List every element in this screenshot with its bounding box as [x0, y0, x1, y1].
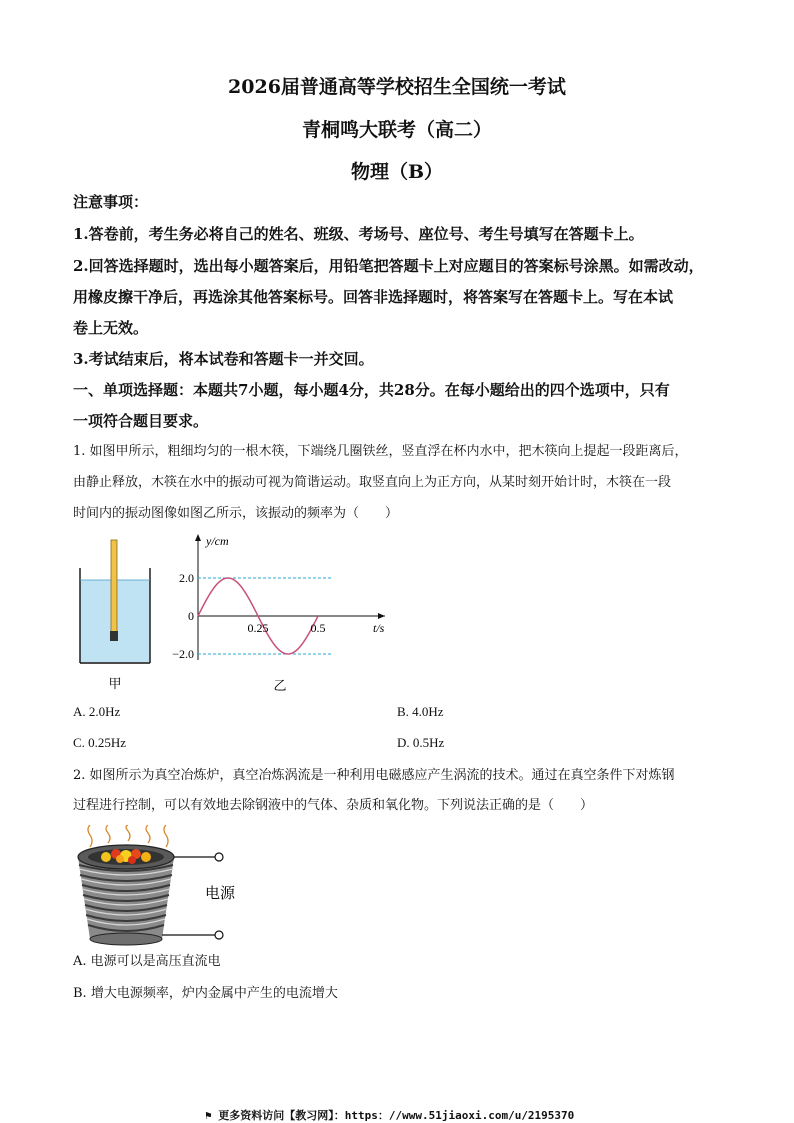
q1-option-b[interactable]: B. 4.0Hz	[397, 704, 444, 719]
figure-jia	[70, 535, 160, 695]
notice-item-3: 3.考试结束后，将本试卷和答题卡一并交回。	[73, 350, 374, 368]
y-axis-arrow	[195, 534, 201, 541]
chopstick	[111, 540, 117, 640]
section-heading-line2: 一项符合题目要求。	[73, 412, 209, 430]
y-tick-label: −2.0	[172, 647, 194, 661]
iron-wire	[110, 631, 118, 641]
footer-text: 更多资料访问【教习网】：https：//www.51jiaoxi.com/u/2195370	[218, 1109, 575, 1122]
fig-jia-label: 甲	[108, 676, 122, 691]
notice-item-2-line1: 2.回答选择题时，选出每小题答案后，用铅笔把答题卡上对应题目的答案标号涂黑。如需改动，	[73, 257, 704, 275]
furnace-figure	[70, 825, 270, 950]
q1-option-a[interactable]: A. 2.0Hz	[73, 704, 121, 719]
y-axis-label: y/cm	[206, 534, 229, 548]
q1-option-d[interactable]: D. 0.5Hz	[397, 735, 445, 750]
q1-option-c[interactable]: C. 0.25Hz	[73, 735, 127, 750]
exam-subtitle: 青桐鸣大联考（高二）	[301, 119, 492, 141]
x-axis-label: t/s	[373, 621, 385, 635]
q2-stem-line1: 2. 如图所示为真空冶炼炉，真空冶炼涡流是一种利用电磁感应产生涡流的技术。通过在真空条件下对炼钢	[73, 768, 675, 783]
x-tick-label: 0.5	[310, 621, 326, 635]
q1-stem-line1: 1. 如图甲所示，粗细均匀的一根木筷，下端绕几圈铁丝，竖直浮在杯内水中，把木筷向上提起一段距离后，	[73, 444, 688, 459]
subject-title: 物理（B）	[350, 161, 444, 183]
notice-item-1: 1.答卷前，考生务必将自己的姓名、班级、考场号、座位号、考生号填写在答题卡上。	[73, 225, 644, 243]
x-tick-label: 0.25	[247, 621, 269, 635]
terminal-bottom	[215, 931, 223, 939]
power-label: 电源	[205, 886, 236, 902]
notice-item-2-line3: 卷上无效。	[73, 319, 149, 337]
heat-waves	[88, 825, 168, 847]
q1-stem-line3: 时间内的振动图像如图乙所示，该振动的频率为（ ）	[73, 506, 399, 521]
q2-option-a[interactable]: A. 电源可以是高压直流电	[73, 954, 221, 969]
q2-stem-line2: 过程进行控制，可以有效地去除钢液中的气体、杂质和氧化物。下列说法正确的是（ ）	[73, 798, 594, 813]
exam-title: 2026届普通高等学校招生全国统一考试	[228, 76, 566, 98]
y-tick-label: 0	[188, 609, 194, 623]
q1-stem-line2: 由静止释放，木筷在水中的振动可视为简谐运动。取竖直向上为正方向，从某时刻开始计时，木筷在一段	[73, 475, 672, 490]
y-tick-label: 2.0	[179, 571, 194, 585]
figure-yi-chart	[165, 532, 405, 694]
flag-icon: ⚑	[205, 1109, 219, 1122]
notice-heading: 注意事项：	[73, 193, 149, 211]
q2-option-b[interactable]: B. 增大电源频率，炉内金属中产生的电流增大	[73, 986, 338, 1001]
footer-line[interactable]	[205, 1107, 574, 1123]
x-axis-arrow	[378, 613, 385, 619]
terminal-top	[215, 853, 223, 861]
fig-yi-label: 乙	[273, 678, 287, 693]
section-heading-line1: 一、单项选择题：本题共7小题，每小题4分，共28分。在每小题给出的四个选项中，只有	[73, 381, 670, 399]
notice-item-2-line2: 用橡皮擦干净后，再选涂其他答案标号。回答非选择题时，将答案写在答题卡上。写在本试	[73, 288, 674, 306]
